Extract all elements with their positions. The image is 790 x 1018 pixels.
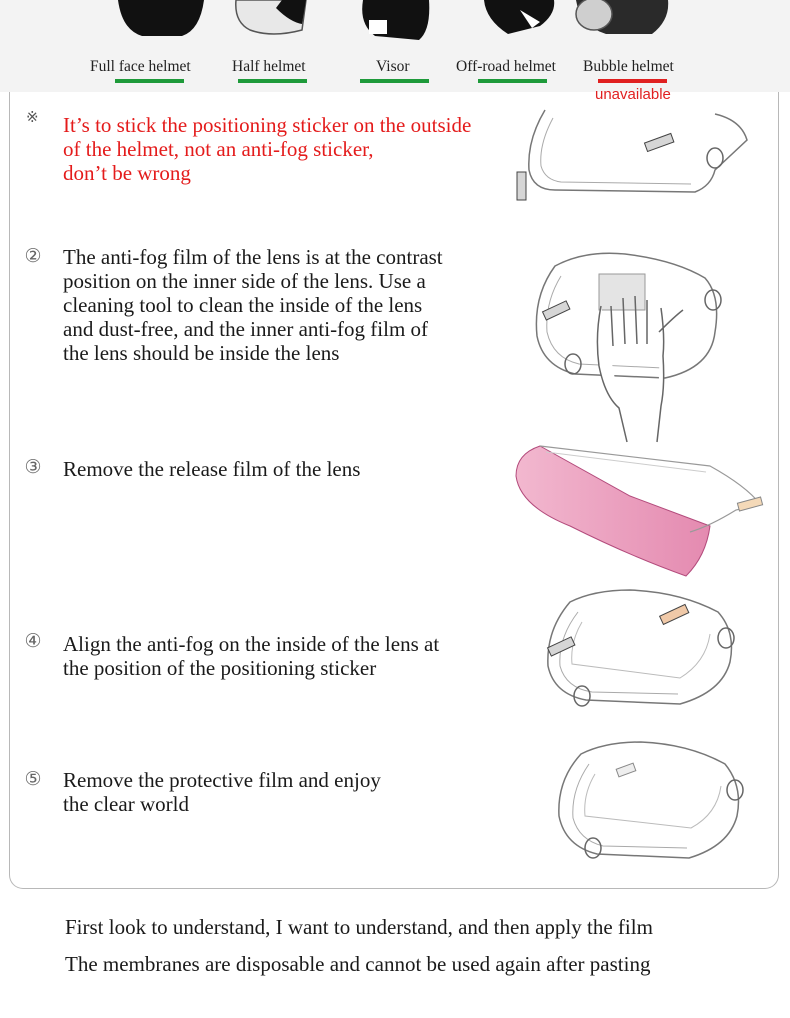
helmet-compatibility-strip: [0, 0, 790, 92]
step-4-text: [63, 632, 439, 680]
off-road-helmet-image: [480, 0, 560, 50]
helmet-label-bubble: Bubble helmet: [583, 58, 674, 75]
incompatible-bar-bubble: [598, 79, 667, 83]
warning-line: It’s to stick the positioning sticker on the outside: [63, 113, 472, 137]
full-face-helmet-image: [112, 0, 208, 50]
step-2-line: cleaning tool to clean the inside of the lens: [63, 293, 423, 317]
half-helmet-image: [232, 0, 312, 50]
step-3-text: [63, 457, 360, 481]
compatible-bar-full-face: [115, 79, 184, 83]
unavailable-note: unavailable: [595, 86, 671, 103]
helmet-label-off-road: Off-road helmet: [456, 58, 556, 75]
visor-helmet-image: [355, 0, 435, 50]
helmet-label-half: Half helmet: [232, 58, 306, 75]
footer-disposable-note: The membranes are disposable and cannot be used again after pasting: [65, 952, 651, 976]
step-5-line: the clear world: [63, 792, 189, 816]
step-5-line: Remove the protective film and enjoy: [63, 768, 381, 792]
step-2-line: position on the inner side of the lens. Use a: [63, 269, 426, 293]
helmet-label-visor: Visor: [376, 58, 410, 75]
step-number-5: ⑤: [24, 768, 42, 790]
step-4-line: Align the anti-fog on the inside of the lens at: [63, 632, 440, 656]
step-number-2: ②: [24, 245, 42, 267]
warning-text: [63, 113, 471, 185]
step-5-text: [63, 768, 381, 816]
step-2-line: the lens should be inside the lens: [63, 341, 340, 365]
compatible-bar-visor: [360, 79, 429, 83]
lens-cleaning-hand-illustration: [515, 236, 760, 446]
anti-fog-alignment-illustration: [530, 582, 760, 722]
compatible-bar-off-road: [478, 79, 547, 83]
warning-line: don’t be wrong: [63, 161, 191, 185]
bubble-helmet-image: [572, 0, 672, 50]
footer-instruction: First look to understand, I want to understand, and then apply the film: [65, 915, 653, 939]
compatible-bar-half: [238, 79, 307, 83]
step-2-line: The anti-fog film of the lens is at the contrast: [63, 245, 443, 269]
step-number-3: ③: [24, 456, 42, 478]
step-4-line: the position of the positioning sticker: [63, 656, 377, 680]
helmet-label-full-face: Full face helmet: [90, 58, 191, 75]
release-film-removal-illustration: [510, 436, 770, 586]
lens-outer-sticker-illustration: [515, 100, 760, 212]
step-2-text: [63, 245, 443, 365]
step-3-line: Remove the release film of the lens: [63, 457, 361, 481]
finished-lens-illustration: [545, 736, 760, 876]
step-number-4: ④: [24, 630, 42, 652]
step-2-line: and dust-free, and the inner anti-fog film of: [63, 317, 429, 341]
reference-mark: ※: [26, 108, 39, 126]
warning-line: of the helmet, not an anti-fog sticker,: [63, 137, 374, 161]
